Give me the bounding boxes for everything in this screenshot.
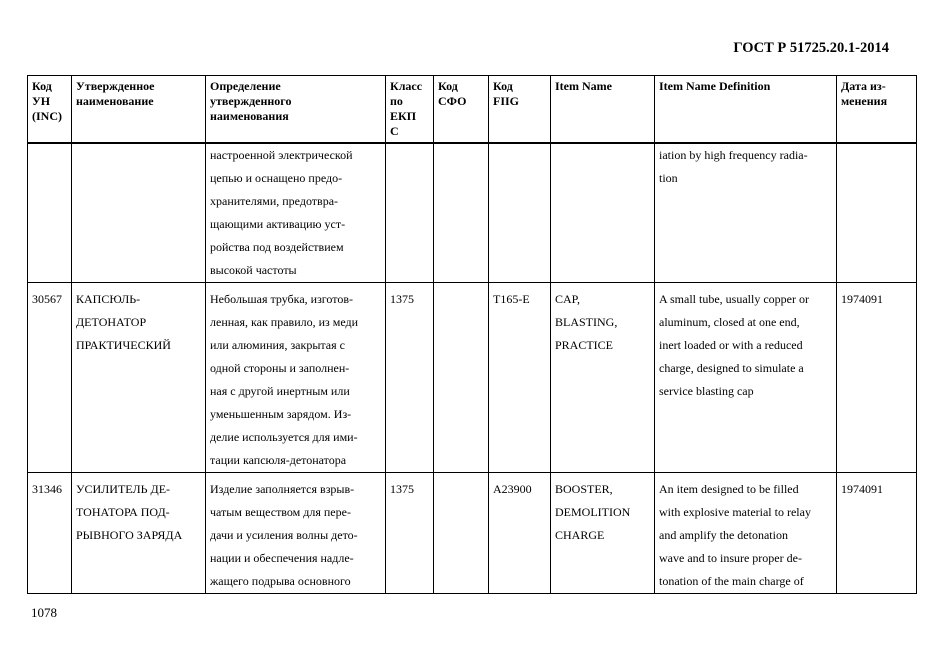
cell-approved-name: УСИЛИТЕЛЬ ДЕ- ТОНАТОРА ПОД- РЫВНОГО ЗАРЯДА: [72, 473, 206, 594]
cell-approved-name: КАПСЮЛЬ- ДЕТОНАТОР ПРАКТИЧЕСКИЙ: [72, 283, 206, 473]
cell-approved-name: [72, 143, 206, 283]
col-header-fiig: Код FIIG: [489, 76, 551, 144]
col-header-approved-name: Утвержденное наименование: [72, 76, 206, 144]
col-header-inc: Код УН (INC): [28, 76, 72, 144]
nomenclature-table: [27, 75, 917, 594]
cell-definition: Небольшая трубка, изготов- ленная, как правило, из меди или алюминия, закрытая с одной стороны и заполнен- ная с другой инертным или уменьшенным зарядом. Из- делие используется для ими- тации капсюля-детонатора: [206, 283, 386, 473]
cell-definition: настроенной электрической цепью и оснащено предо- хранителями, предотвра- щающими активацию уст- ройства под воздействием высокой частоты: [206, 143, 386, 283]
table-header-row: [28, 76, 917, 144]
cell-item-name: CAP, BLASTING, PRACTICE: [551, 283, 655, 473]
cell-item-name: [551, 143, 655, 283]
cell-item-definition: A small tube, usually copper or aluminum, closed at one end, inert loaded or with a reduced charge, designed to simulate a service blasting cap: [655, 283, 837, 473]
cell-item-definition: An item designed to be filled with explosive material to relay and amplify the detonation wave and to insure proper de- tonation of the main charge of: [655, 473, 837, 594]
cell-inc: [28, 143, 72, 283]
cell-date: 1974091: [837, 283, 917, 473]
col-header-class: Класс по ЕКП С: [386, 76, 434, 144]
col-header-definition: Определение утвержденного наименования: [206, 76, 386, 144]
cell-item-definition: iation by high frequency radia- tion: [655, 143, 837, 283]
table-row: [28, 143, 917, 283]
cell-sfo: [434, 283, 489, 473]
cell-fiig: A23900: [489, 473, 551, 594]
col-header-item-name: Item Name: [551, 76, 655, 144]
page-number: 1078: [31, 605, 57, 620]
cell-date: 1974091: [837, 473, 917, 594]
cell-class: 1375: [386, 283, 434, 473]
cell-date: [837, 143, 917, 283]
cell-item-name: BOOSTER, DEMOLITION CHARGE: [551, 473, 655, 594]
cell-class: [386, 143, 434, 283]
document-header: ГОСТ Р 51725.20.1-2014: [733, 40, 889, 56]
cell-class: 1375: [386, 473, 434, 594]
cell-definition: Изделие заполняется взрыв- чатым веществом для пере- дачи и усиления волны дето- нации и обеспечения надле- жащего подрыва основного: [206, 473, 386, 594]
col-header-date: Дата из- менения: [837, 76, 917, 144]
cell-sfo: [434, 473, 489, 594]
cell-inc: 30567: [28, 283, 72, 473]
cell-fiig: [489, 143, 551, 283]
cell-sfo: [434, 143, 489, 283]
col-header-sfo: Код СФО: [434, 76, 489, 144]
cell-fiig: T165-E: [489, 283, 551, 473]
col-header-item-definition: Item Name Definition: [655, 76, 837, 144]
table-row: [28, 283, 917, 473]
cell-inc: 31346: [28, 473, 72, 594]
table-row: [28, 473, 917, 594]
